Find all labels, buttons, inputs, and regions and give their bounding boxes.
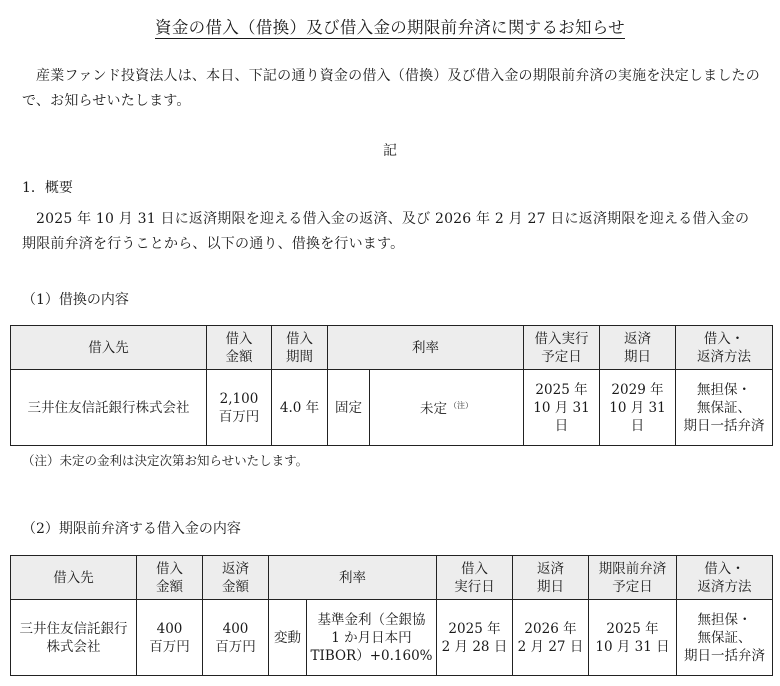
- cell-lender: 三井住友信託銀行株式会社: [11, 370, 207, 446]
- rate-note-marker: （注）: [449, 401, 473, 410]
- table1-header-row: [11, 326, 773, 370]
- header-amount: 借入 金額: [207, 326, 272, 370]
- header-prepay: 期限前弁済 予定日: [589, 556, 677, 600]
- table-row: [11, 600, 773, 676]
- cell-repay-amount: 400 百万円: [203, 600, 269, 676]
- header-date: 借入 実行日: [437, 556, 513, 600]
- table1-note: （注）未定の金利は決定次第お知らせいたします。: [22, 453, 309, 468]
- page-title: 資金の借入（借換）及び借入金の期限前弁済に関するお知らせ: [155, 18, 625, 37]
- header-rate: 利率: [269, 556, 437, 600]
- cell-amount: 2,100 百万円: [207, 370, 272, 446]
- header-lender: 借入先: [11, 326, 207, 370]
- cell-prepay: 2025 年 10 月 31 日: [589, 600, 677, 676]
- header-method: 借入・ 返済方法: [677, 556, 773, 600]
- section1-body: 2025 年 10 月 31 日に返済期限を迎える借入金の返済、及び 2026 年 2 月 27 日に返済期限を迎える借入金の期限前弁済を行うことから、以下の通り、借換を行います。: [22, 211, 750, 252]
- header-date: 借入実行 予定日: [524, 326, 600, 370]
- header-term: 借入 期間: [272, 326, 328, 370]
- header-repay-amount: 返済 金額: [203, 556, 269, 600]
- cell-rate: 未定 $^{(注)}$: [370, 370, 524, 446]
- ki-marker: 記: [383, 143, 397, 159]
- cell-repay: 2026 年 2 月 27 日: [513, 600, 589, 676]
- table2-header-row: [11, 556, 773, 600]
- intro-paragraph: 産業ファンド投資法人は、本日、下記の通り資金の借入（借換）及び借入金の期限前弁済の実施を決定しましたので、お知らせいたします。: [22, 68, 760, 109]
- cell-method: 無担保・ 無保証、 期日一括弁済: [676, 370, 773, 446]
- header-method: 借入・ 返済方法: [676, 326, 773, 370]
- cell-lender: 三井住友信託銀行 株式会社: [11, 600, 137, 676]
- cell-date: 2025 年 2 月 28 日: [437, 600, 513, 676]
- refinancing-table: [10, 325, 773, 446]
- cell-term: 4.0 年: [272, 370, 328, 446]
- cell-repay: 2029 年 10 月 31 日: [600, 370, 676, 446]
- cell-amount: 400 百万円: [137, 600, 203, 676]
- section1-heading: 1．概要: [22, 180, 73, 196]
- cell-date: 2025 年 10 月 31 日: [524, 370, 600, 446]
- header-repay: 返済 期日: [513, 556, 589, 600]
- prepayment-table: [10, 555, 773, 676]
- cell-rate-type: 固定: [328, 370, 370, 446]
- header-lender: 借入先: [11, 556, 137, 600]
- cell-rate: 基準金利（全銀協 1 か月日本円 TIBOR）+0.160%: [307, 600, 437, 676]
- table-row: [11, 370, 773, 446]
- cell-method: 無担保・ 無保証、 期日一括弁済: [677, 600, 773, 676]
- table1-caption: （1）借換の内容: [22, 292, 129, 308]
- header-rate: 利率: [328, 326, 524, 370]
- cell-rate-type: 変動: [269, 600, 307, 676]
- header-repay: 返済 期日: [600, 326, 676, 370]
- header-amount: 借入 金額: [137, 556, 203, 600]
- table2-caption: （2）期限前弁済する借入金の内容: [22, 521, 241, 537]
